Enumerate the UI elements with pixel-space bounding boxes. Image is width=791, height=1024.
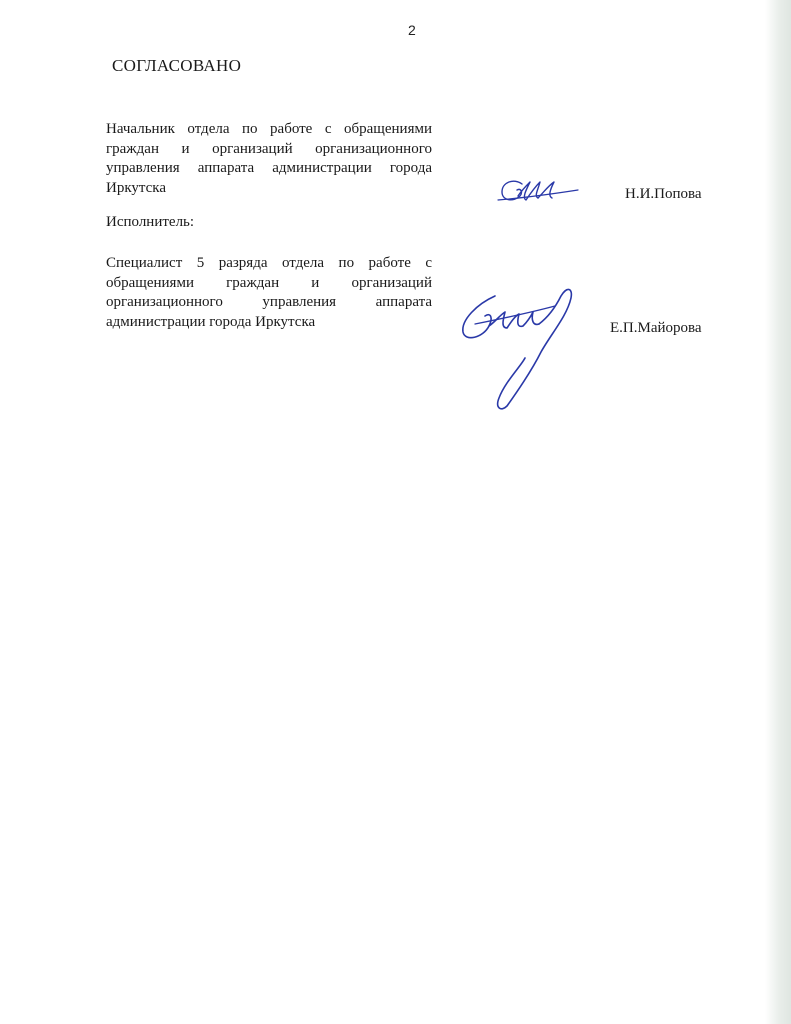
executor-label: Исполнитель:	[106, 214, 195, 230]
scan-edge-shadow	[765, 0, 791, 1024]
approver-position: Начальник отдела по работе с обращениями граждан и организаций организационного управления аппарата администрации города Иркутска	[106, 121, 432, 196]
approver-name: Н.И.Попова	[625, 186, 702, 202]
executor-name: Е.П.Майорова	[610, 320, 702, 336]
page-number: 2	[408, 22, 416, 38]
approval-heading: СОГЛАСОВАНО	[112, 56, 242, 75]
executor-signature	[455, 282, 595, 412]
approver-signature	[492, 168, 582, 218]
executor-position: Специалист 5 разряда отдела по работе с обращениями граждан и организаций организационного управления аппарата администрации города Иркутска	[106, 255, 432, 330]
